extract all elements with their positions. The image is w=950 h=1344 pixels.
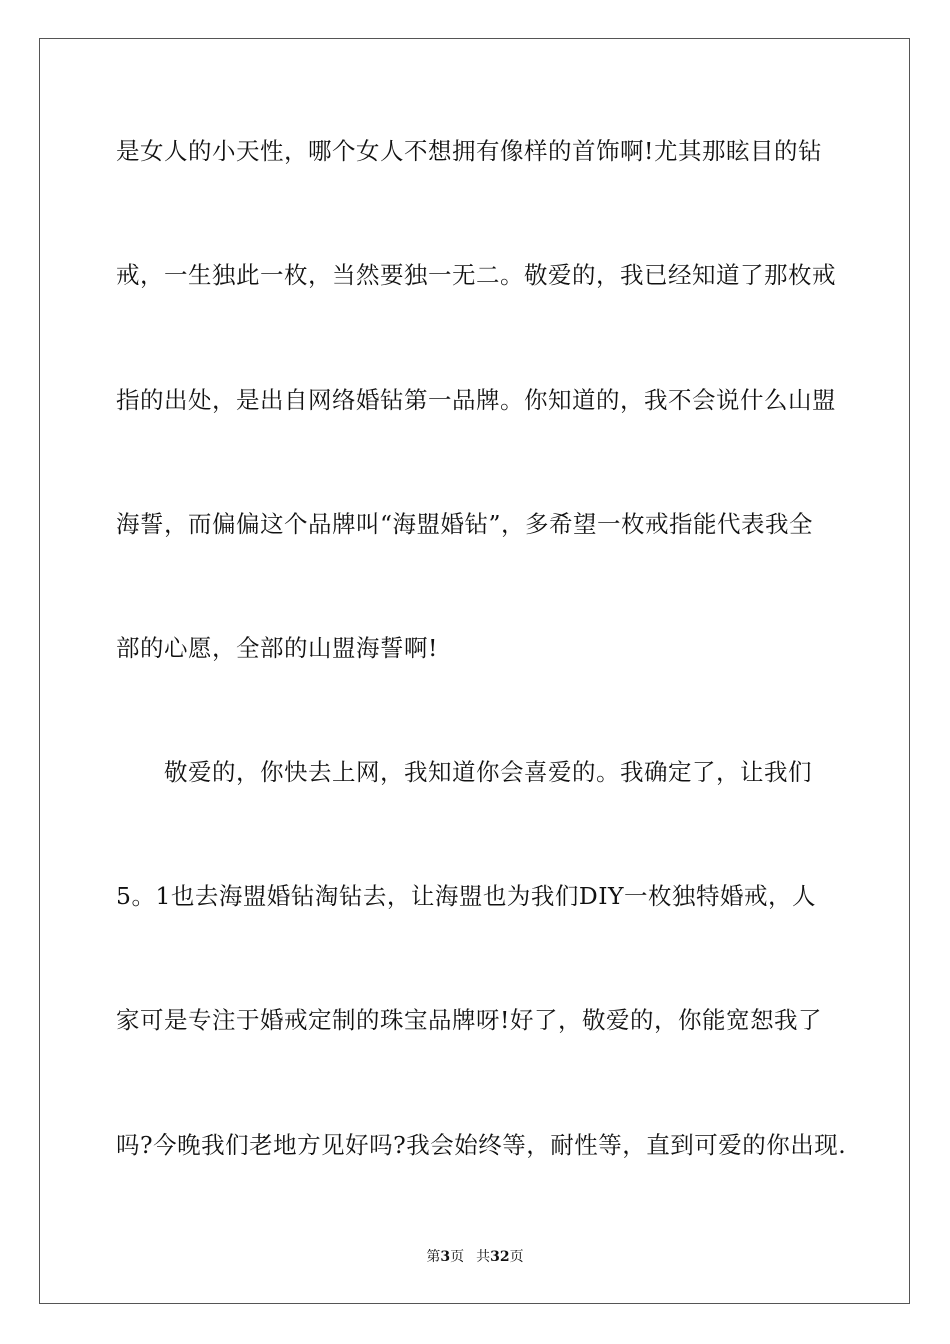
page-suffix: 页: [450, 1249, 465, 1265]
text-line-2: 戒，一生独此一枚，当然要独一无二。敬爱的，我已经知道了那枚戒: [116, 261, 836, 289]
total-prefix: 共: [476, 1249, 491, 1265]
text-line-3: 指的出处，是出自网络婚钻第一品牌。你知道的，我不会说什么山盟: [116, 386, 836, 414]
page-number: 3: [440, 1249, 451, 1265]
text-line-1: 是女人的小天性，哪个女人不想拥有像样的首饰啊!尤其那眩目的钻: [116, 137, 822, 165]
page-footer: [0, 1248, 950, 1266]
total-pages: 32: [490, 1249, 510, 1265]
text-line-9: 吗?今晚我们老地方见好吗?我会始终等，耐性等，直到可爱的你出现.: [116, 1131, 847, 1159]
text-line-7: 5。1也去海盟婚钻淘钻去，让海盟也为我们DIY一枚独特婚戒，人: [116, 882, 817, 910]
text-line-5: 部的心愿，全部的山盟海誓啊!: [116, 634, 438, 662]
text-line-4: 海誓，而偏偏这个品牌叫“海盟婚钻”，多希望一枚戒指能代表我全: [116, 510, 814, 538]
page-border: [39, 38, 910, 1304]
page-prefix: 第: [426, 1249, 441, 1265]
text-line-8: 家可是专注于婚戒定制的珠宝品牌呀!好了，敬爱的，你能宽恕我了: [116, 1006, 822, 1034]
text-line-6: 敬爱的，你快去上网，我知道你会喜爱的。我确定了，让我们: [164, 758, 812, 786]
total-suffix: 页: [509, 1249, 524, 1265]
